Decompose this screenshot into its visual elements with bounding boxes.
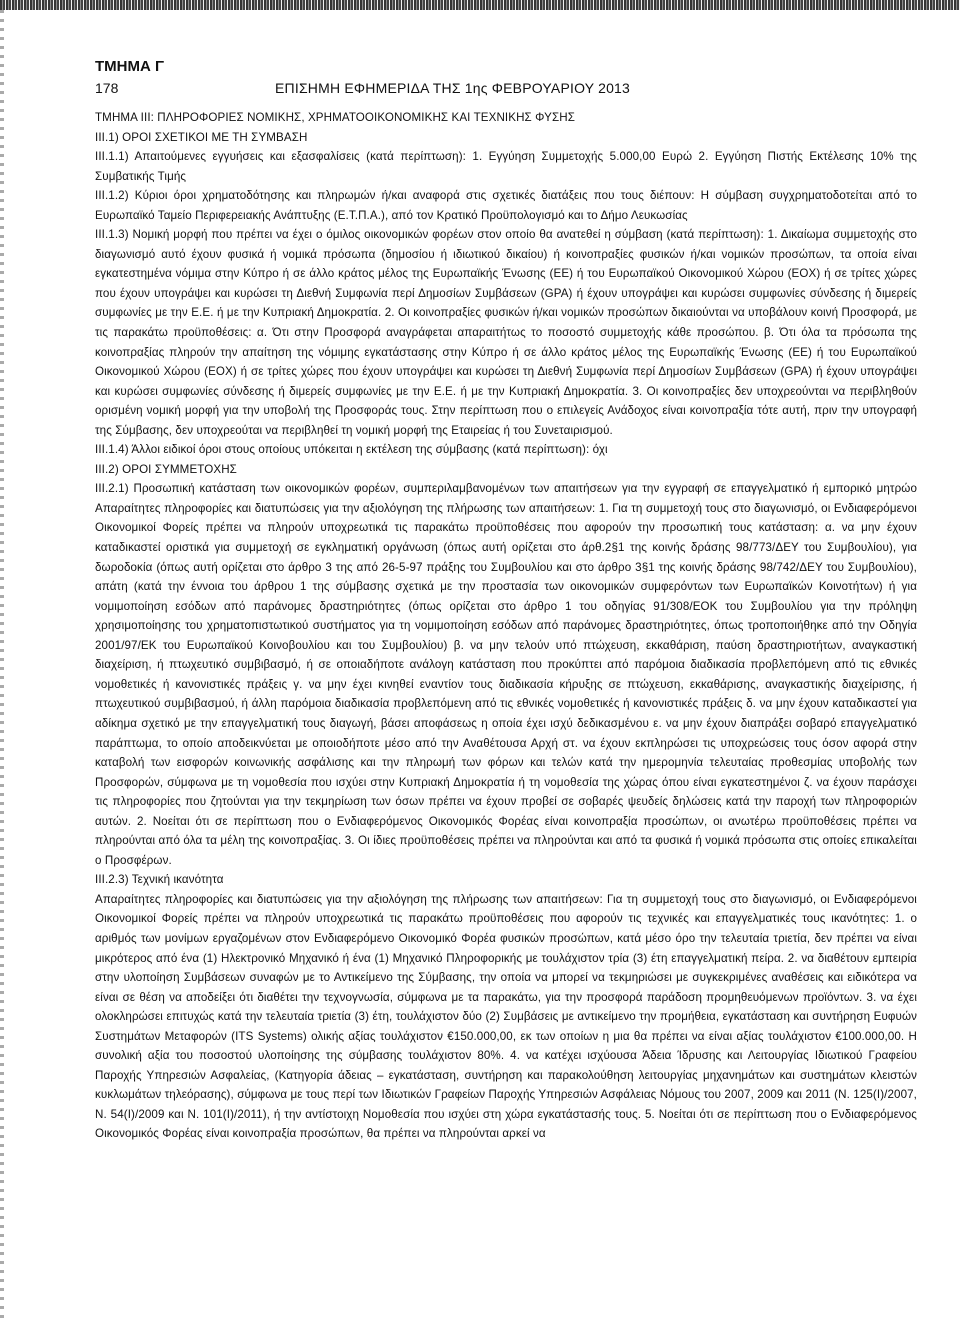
scan-left-edge bbox=[0, 10, 4, 1320]
running-header bbox=[95, 80, 917, 100]
subsection-heading: ΙΙΙ.2.3) Τεχνική ικανότητα bbox=[95, 873, 224, 887]
page-number: 178 bbox=[95, 80, 119, 96]
scan-top-edge bbox=[0, 0, 960, 10]
paragraph: Απαραίτητες πληροφορίες και διατυπώσεις για την αξιολόγηση της πλήρωσης των απαιτήσεων: Για τη συμμετοχή τους στο διαγωνισμό, οι Ενδιαφερόμενοι Οικονομικοί Φορείς πρέπει να πληρούν υποχρεωτικά τις παρακάτω προϋποθέσεις που αφορούν τις τεχνικές και επαγγελματικές τους ικανότητες: 1. ο αριθμός των μονίμων εργαζομένων στον Ενδιαφερόμενο Οικονομικό Φορέα φυσικών προσώπων, κατά μέσο όρο την τελευταία τριετία, δεν πρέπει να είναι μικρότερος από ένα (1) Ηλεκτρονικό Μηχανικό ή ένα (1) Μηχανικό Πληροφορικής με τουλάχιστον τρία (3) έτη επαγγελματική πείρα. 2. να διαθέτουν εμπειρία στην υλοποίηση Συμβάσεων συναφών με το Αντικείμενο της Σύμβασης, την οποία να μπορεί να τεκμηριώσει με συγκεκριμένες αναθέσεις και ειδικότερα να είναι σε θέση να αποδείξει ότι διαθέτει την τεχνογνωσία, σύμφωνα με τα παρακάτω, για την προσφορά παράδοση προμηθευόμενων προϊόντων. 3. να έχει ολοκληρώσει επιτυχώς κατά την τελευταία τριετία (3) έτη, τουλάχιστον δύο (2) Συμβάσεις με αντικείμενο την προμήθεια, εγκατάσταση και συντήρηση Ευφυών Συστημάτων Μεταφορών (ITS Systems) ολικής αξίας τουλάχιστον €150.000,00, εκ των οποίων η μια θα πρέπει να είναι αξίας τουλάχιστον €100.000,00. Η συνολική αξία του ποσοστού υλοποίησης της σύμβασης τουλάχιστον 80%. 4. να κατέχει ισχύουσα Άδεια Ίδρυσης και Λειτουργίας Ιδιωτικού Γραφείου Παροχής Υπηρεσιών Ασφαλείας, (Κατηγορία άδειας – εγκατάσταση, συντήρηση και παρακολούθηση λειτουργίας μηχανημάτων και συστημάτων κλειστών κυκλωμάτων τηλεόρασης), σύμφωνα με τους περί των Ιδιωτικών Γραφείων Παροχής Υπηρεσιών Ασφάλειας Νόμους του 2007, 2009 και 2011 (Ν. 125(Ι)/2007, Ν. 54(Ι)/2009 και Ν. 101(Ι)/2011), ή την αντίστοιχη Νομοθεσία που ισχύει στη χώρα εγκατάστασής τους. 5. Νοείται ότι σε περίπτωση που ο Ενδιαφερόμενος Οικονομικός Φορέας είναι κοινοπραξία προσώπων, θα πρέπει να πληρούνται αρκεί να bbox=[95, 892, 917, 1141]
subsection-heading: ΙΙΙ.1) ΟΡΟΙ ΣΧΕΤΙΚΟΙ ΜΕ ΤΗ ΣΥΜΒΑΣΗ bbox=[95, 130, 308, 144]
paragraph: ΙΙΙ.1.2) Κύριοι όροι χρηματοδότησης και πληρωμών ή/και αναφορά στις σχετικές διατάξεις που τους διέπουν: Η σύμβαση συγχρηματοδοτείται από το Ευρωπαϊκό Ταμείο Περιφερειακής Ανάπτυξης (Ε.Τ.Π.Α.), από τον Κρατικό Προϋπολογισμό και το Δήμο Λευκωσίας bbox=[95, 189, 917, 222]
section-tag: ΤΜΗΜΑ Γ bbox=[95, 58, 165, 75]
part-heading: ΤΜΗΜΑ ΙΙΙ: ΠΛΗΡΟΦΟΡΙΕΣ ΝΟΜΙΚΗΣ, ΧΡΗΜΑΤΟΟΙΚΟΝΟΜΙΚΗΣ ΚΑΙ ΤΕΧΝΙΚΗΣ ΦΥΣΗΣ bbox=[95, 111, 575, 124]
paragraph: ΙΙΙ.2.1) Προσωπική κατάσταση των οικονομικών φορέων, συμπεριλαμβανομένων των απαιτήσεων για την εγγραφή σε επαγγελματικό ή εμπορικό μητρώο Απαραίτητες πληροφορίες και διατυπώσεις για την αξιολόγηση της πλήρωσης των απαιτήσεων: 1. Για τη συμμετοχή τους στο διαγωνισμό, οι Ενδιαφερόμενοι Οικονομικοί Φορείς πρέπει να πληρούν υποχρεωτικά τις παρακάτω προϋποθέσεις που αφορούν την προσωπική τους κατάσταση: α. να μην έχουν καταδικαστεί οριστικά για συμμετοχή σε εγκληματική οργάνωση (όπως αυτή ορίζεται στο άρθ.2§1 της κοινής δράσης 98/773/ΔΕΥ του Συμβουλίου), για δωροδοκία (όπως αυτή ορίζεται στο άρθρο 3 της από 26-5-97 πράξης του Συμβουλίου και στο άρθρο 3§1 της κοινής δράσης 98/742/ΔΕΥ του Συμβουλίου), απάτη (κατά την έννοια του άρθρου 1 της σύμβασης σχετικά με την προστασία των οικονομικών συμφερόντων των Ευρωπαϊκών Κοινοτήτων) ή για νομιμοποίηση εσόδων από παράνομες δραστηριότητες (όπως ορίζεται στο άρθρο 1 του οδηγίας 91/308/ΕΟΚ του Συμβουλίου για την πρόληψη χρησιμοποίησης του χρηματοπιστωτικού συστήματος για τη νομιμοποίηση εσόδων από παράνομες δραστηριότητες, όπως τροποποιήθηκε από την Οδηγία 2001/97/ΕΚ του Ευρωπαϊκού Κοινοβουλίου και του Συμβουλίου) β. να μην τελούν υπό πτώχευση, εκκαθάριση, παύση δραστηριοτήτων, αναγκαστική διαχείριση, ή πτωχευτικό συμβιβασμό, ή σε οποιαδήποτε ανάλογη κατάσταση που προκύπτει από παρόμοια διαδικασία προβλεπόμενη από τις εθνικές νομοθετικές ή κανονιστικές πράξεις γ. να μην έχει κινηθεί εναντίον τους διαδικασία κήρυξης σε πτώχευση, εκκαθάρισης, αναγκαστικής διαχείρισης, ή πτωχευτικού συμβιβασμού, ή άλλη παρόμοια διαδικασία προβλεπόμενη από τις εθνικές νομοθετικές ή κανονιστικές πράξεις δ. να μην έχουν καταδικαστεί για αδίκημα σχετικό με την επαγγελματική τους διαγωγή, βάσει αποφάσεως η οποία έχει ισχύ δεδικασμένου ε. να μην έχουν διαπράξει σοβαρό επαγγελματικό παράπτωμα, το οποίο αποδεικνύεται με οποιοδήποτε μέσο από την Αναθέτουσα Αρχή στ. να έχουν εκπληρώσει τις υποχρεώσεις τους όσον αφορά στην καταβολή των εισφορών κοινωνικής ασφάλισης και την πληρωμή των φόρων και τελών κατά την ημερομηνία τελευταίας προθεσμίας υποβολής των Προσφορών, σύμφωνα με τη νομοθεσία που ισχύει στην Κυπριακή Δημοκρατία ή τη νομοθεσία της χώρας όπου είναι εγκατεστημένοι ζ. να έχουν παράσχει τις πληροφορίες που ζητούνται για την τεκμηρίωση των όσων πρέπει να έχουν προβεί σε σοβαρές ψευδείς δηλώσεις κατά την παροχή των πληροφοριών αυτών. 2. Νοείται ότι σε περίπτωση που ο Ενδιαφερόμενος Οικονομικός Φορέας είναι κοινοπραξία προσώπων, οι ανωτέρω προϋποθέσεις πρέπει να πληρούνται από όλα τα μέλη της κοινοπραξίας. 3. Οι ίδιες προϋποθέσεις πρέπει να πληρούνται και από τα φυσικά ή νομικά πρόσωπα στις οποίες επικαλείται ο Προσφέρων. bbox=[95, 482, 917, 867]
document-body bbox=[95, 108, 917, 1144]
gazette-title: ΕΠΙΣΗΜΗ ΕΦΗΜΕΡΙΔΑ ΤΗΣ 1ης ΦΕΒΡΟΥΑΡΙΟΥ 2013 bbox=[275, 80, 631, 96]
paragraph: ΙΙΙ.1.4) Άλλοι ειδικοί όροι στους οποίους υπόκειται η εκτέλεση της σύμβασης (κατά περίπτωση): όχι bbox=[95, 443, 608, 457]
subsection-heading: ΙΙΙ.2) ΟΡΟΙ ΣΥΜΜΕΤΟΧΗΣ bbox=[95, 462, 237, 476]
paragraph: ΙΙΙ.1.1) Απαιτούμενες εγγυήσεις και εξασφαλίσεις (κατά περίπτωση): 1. Εγγύηση Συμμετοχής 5.000,00 Ευρώ 2. Εγγύηση Πιστής Εκτέλεσης 10% της Συμβατικής Τιμής bbox=[95, 150, 917, 183]
gazette-page bbox=[95, 58, 917, 1144]
paragraph: ΙΙΙ.1.3) Νομική μορφή που πρέπει να έχει ο όμιλος οικονομικών φορέων στον οποίο θα ανατεθεί η σύμβαση (κατά περίπτωση): 1. Δικαίωμα συμμετοχής στο διαγωνισμό αυτό έχουν φυσικά ή νομικά πρόσωπα (δημοσίου ή ιδιωτικού δικαίου) ή κοινοπραξίες φυσικών ή/και νομικών προσώπων, τα οποία είναι εγκατεστημένα νόμιμα στην Κύπρο ή σε άλλο κράτος μέλος της Ευρωπαϊκής Ένωσης (ΕΕ) ή του Ευρωπαϊκού Οικονομικού Χώρου (ΕΟΧ) ή σε τρίτες χώρες που έχουν υπογράψει και κυρώσει τη Διεθνή Συμφωνία περί Δημοσίων Συμβάσεων (GPA) ή έχουν υπογράψει και κυρώσει συμφωνίες σύνδεσης ή διμερείς συμφωνίες με την Ε.Ε. ή με την Κυπριακή Δημοκρατία. 2. Οι κοινοπραξίες φυσικών ή/και νομικών προσώπων δικαιούνται να υποβάλουν κοινή Προσφορά, με τις παρακάτω προϋποθέσεις: α. Ότι στην Προσφορά αναγράφεται απαραιτήτως το ποσοστό συμμετοχής κάθε προσώπου. β. Ότι όλα τα πρόσωπα της κοινοπραξίας πληρούν την απαίτηση της νόμιμης εγκατάστασης στην Κύπρο ή σε άλλο κράτος μέλος της Ευρωπαϊκής Ένωσης (ΕΕ) ή του Ευρωπαϊκού Οικονομικού Χώρου (ΕΟΧ) ή σε τρίτες χώρες που έχουν υπογράψει και κυρώσει τη Διεθνή Συμφωνία περί Δημοσίων Συμβάσεων (GPA) ή έχουν υπογράψει και κυρώσει συμφωνίες σύνδεσης ή διμερείς συμφωνίες με την Ε.Ε. ή με την Κυπριακή Δημοκρατία. 3. Οι κοινοπραξίες δεν υποχρεούνται να περιβληθούν ορισμένη νομική μορφή για την υποβολή της Προσφοράς τους. Στην περίπτωση που ο επιλεγείς Ανάδοχος είναι κοινοπραξία τότε αυτή, πριν την υπογραφή της Σύμβασης, δεν υποχρεούται να περιβληθεί τη νομική μορφή της Εταιρείας ή του Συνεταιρισμού. bbox=[95, 228, 917, 437]
